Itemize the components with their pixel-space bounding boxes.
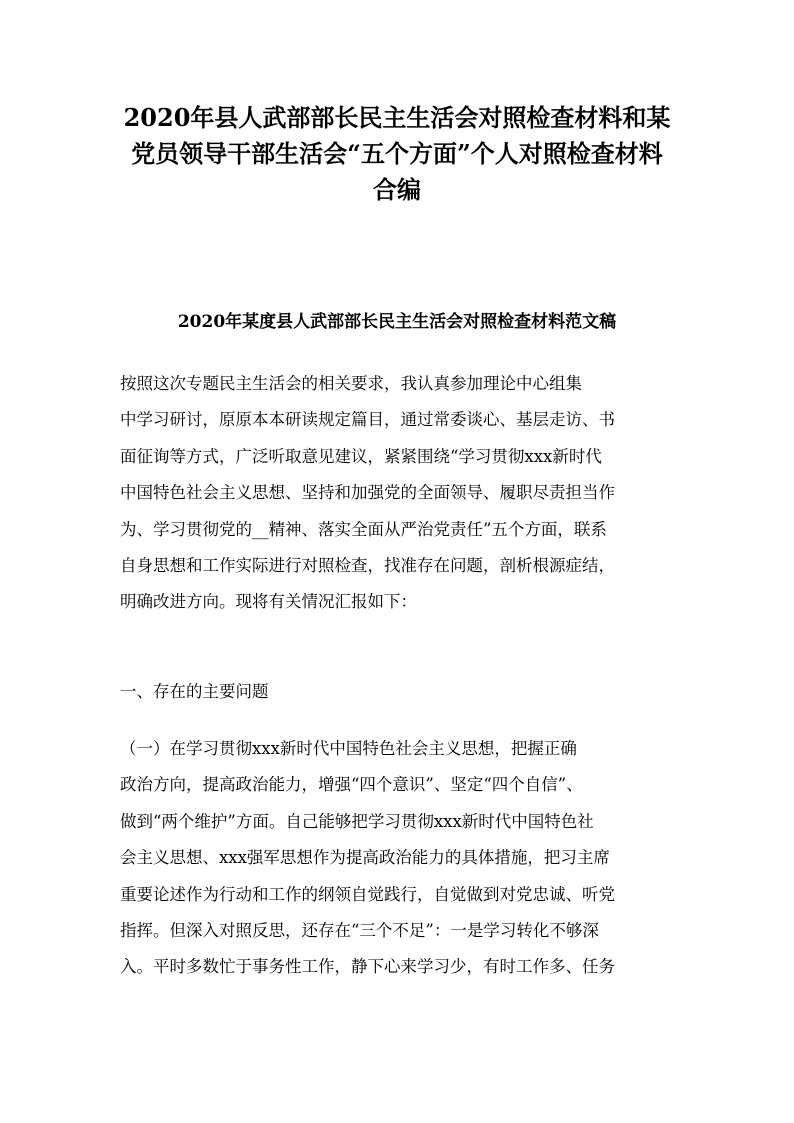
problem-paragraph bbox=[120, 731, 680, 986]
title-line: 党员领导干部生活会“五个方面”个人对照检查材料 bbox=[131, 139, 663, 168]
text-line: 重要论述作为行动和工作的纲领自觉践行，自觉做到对党忠诚、听党 bbox=[120, 884, 615, 904]
title-line: 2020年县人武部部长民主生活会对照检查材料和某 bbox=[123, 103, 671, 132]
text-line: 入。平时多数忙于事务性工作，静下心来学习少，有时工作多、任务 bbox=[120, 957, 615, 977]
text-line: 按照这次专题民主生活会的相关要求，我认真参加理论中心组集 bbox=[120, 374, 582, 393]
heading-main-problems bbox=[120, 674, 680, 710]
section-title: 2020年某度县人武部部长民主生活会对照检查材料范文稿 bbox=[177, 312, 617, 332]
text-line: 会主义思想、xxx强军思想作为提高政治能力的具体措施，把习主席 bbox=[120, 848, 610, 868]
text-line: 中国特色社会主义思想、坚持和加强党的全面领导、履职尽责担当作 bbox=[120, 483, 615, 503]
text-line: 政治方向，提高政治能力，增强“四个意识”、坚定“四个自信”、 bbox=[120, 775, 583, 795]
document-title bbox=[100, 100, 694, 208]
intro-paragraph bbox=[120, 366, 680, 621]
text-line: 明确改进方向。现将有关情况汇报如下： bbox=[120, 592, 417, 612]
title-line: 合编 bbox=[373, 175, 421, 204]
text-line: 做到“两个维护”方面。自己能够把学习贯彻xxx新时代中国特色社 bbox=[120, 811, 594, 831]
text-line: 指挥。但深入对照反思，还存在“三个不足”：一是学习转化不够深 bbox=[120, 921, 599, 941]
text-line: 面征询等方式，广泛听取意见建议，紧紧围绕“学习贯彻xxx新时代 bbox=[120, 446, 602, 466]
text-line: 自身思想和工作实际进行对照检查，找准存在问题，剖析根源症结， bbox=[120, 556, 615, 576]
heading-text: 一、存在的主要问题 bbox=[120, 682, 269, 701]
text-line: 中学习研讨，原原本本研读规定篇目，通过常委谈心、基层走访、书 bbox=[120, 410, 615, 430]
text-line: 为、学习贯彻党的__精神、落实全面从严治党责任”五个方面，联系 bbox=[120, 519, 607, 539]
text-line: （一）在学习贯彻xxx新时代中国特色社会主义思想，把握正确 bbox=[120, 739, 577, 758]
